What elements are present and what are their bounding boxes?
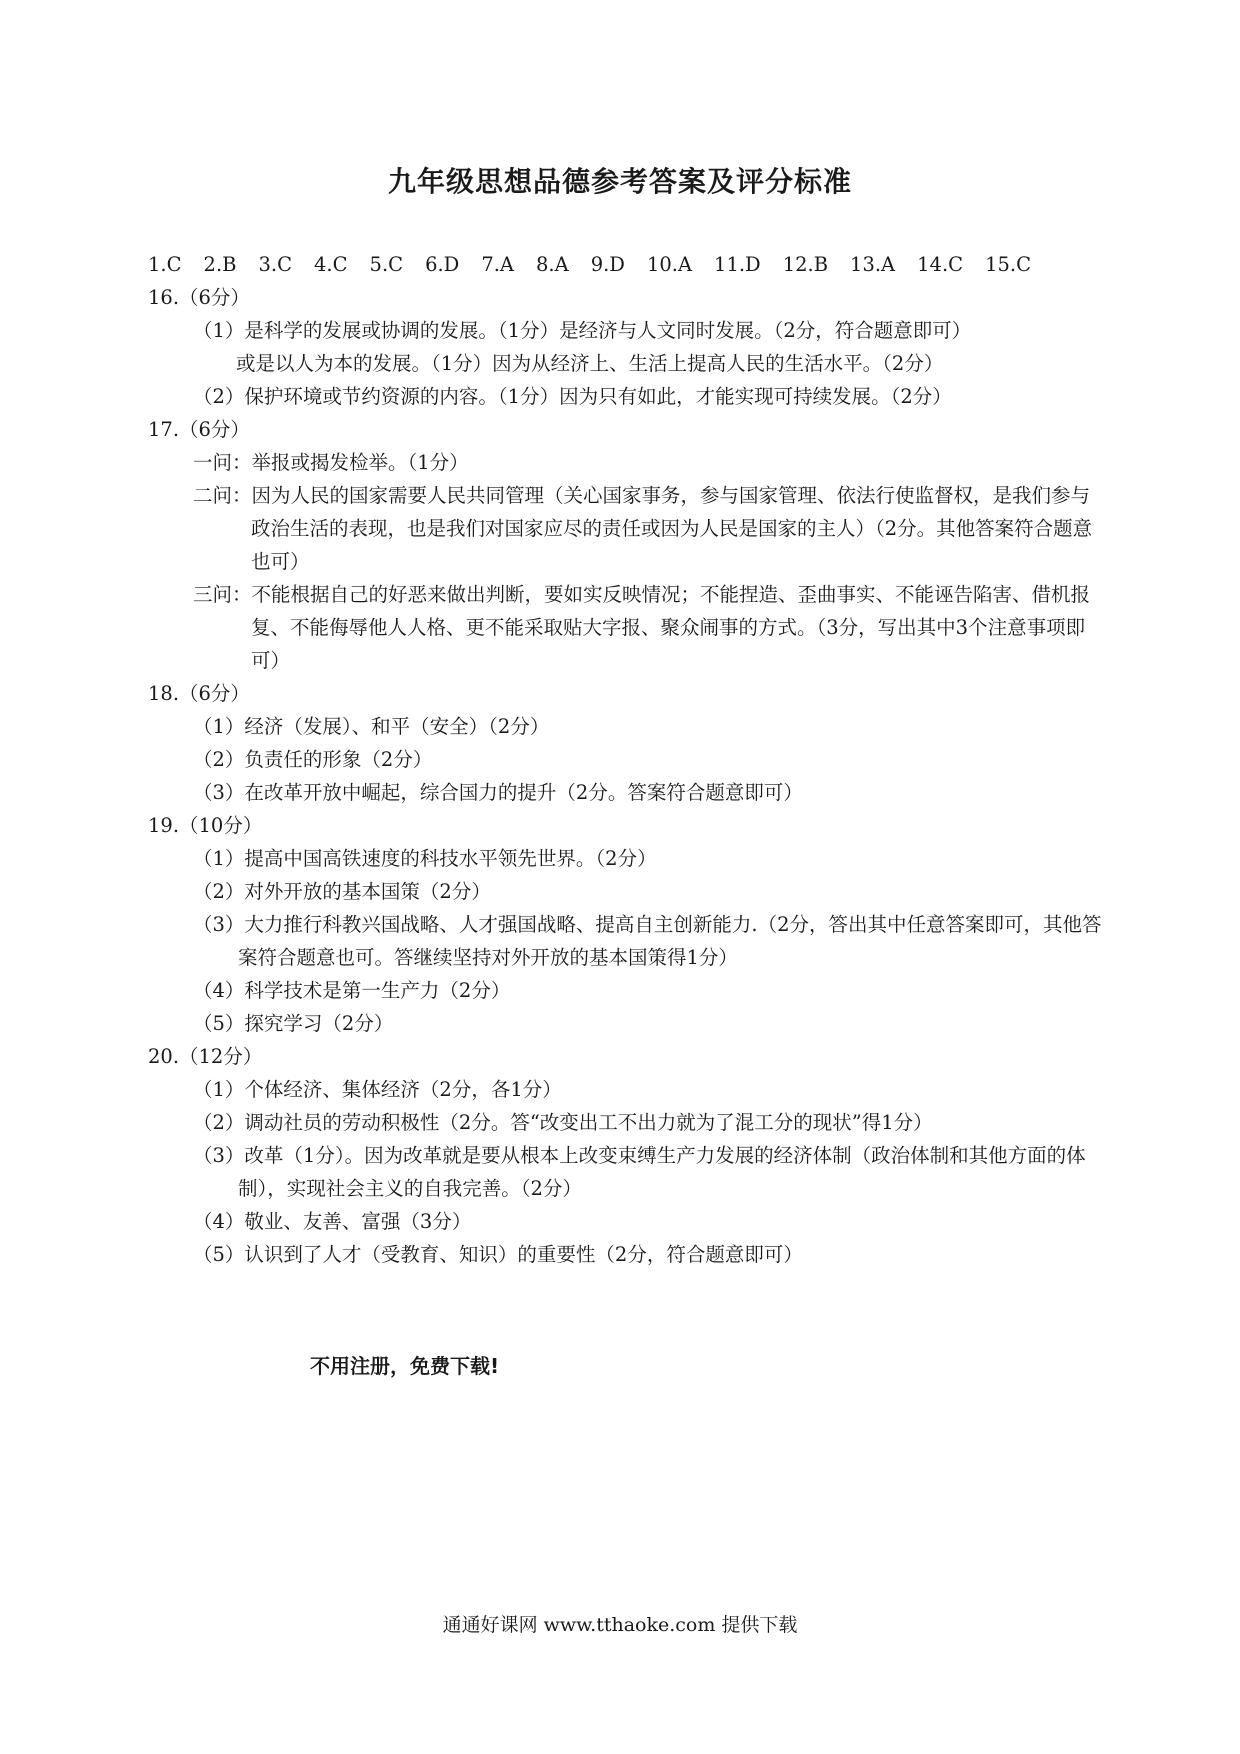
mc-answer: 12.B [782,253,829,276]
q18-answer-line: （2）负责任的形象（2分） [193,748,433,771]
q19-answer-line: （5）探究学习（2分） [193,1012,394,1035]
page-title: 九年级思想品德参考答案及评分标准 [387,165,852,198]
mc-answer: 4.C [314,253,348,276]
question-19-heading: 19.（10分） [148,814,263,837]
q20-answer-line: （3）改革（1分）。因为改革就是要从根本上改变束缚生产力发展的经济体制（政治体制和其他方面的体制），实现社会主义的自我完善。（2分） [193,1144,1086,1200]
mc-answer: 9.D [590,253,625,276]
q19-answer-line: （3）大力推行科教兴国战略、人才强国战略、提高自主创新能力.（2分，答出其中任意答案即可，其他答案符合题意也可。答继续坚持对外开放的基本国策得1分） [193,913,1102,969]
q19-answer-line: （4）科学技术是第一生产力（2分） [193,979,511,1002]
mc-answer: 1.C [148,253,182,276]
mc-answer: 14.C [917,253,964,276]
q16-answer-line: （2）保护环境或节约资源的内容。（1分）因为只有如此，才能实现可持续发展。（2分） [193,385,952,408]
question-17-heading: 17.（6分） [148,418,250,441]
q18-answer-line: （1）经济（发展）、和平（安全）（2分） [193,715,550,738]
q20-answer-line: （4）敬业、友善、富强（3分） [193,1210,472,1233]
q20-answer-line: （2）调动社员的劳动积极性（2分。答“改变出工不出力就为了混工分的现状”得1分） [193,1111,933,1134]
page-footer: 通通好课网 www.tthaoke.com 提供下载 [442,1614,798,1636]
mc-answer: 2.B [203,253,237,276]
q17-part-2: 二问：因为人民的国家需要人民共同管理（关心国家事务，参与国家管理、依法行使监督权，是我们参与政治生活的表现，也是我们对国家应尽的责任或因为人民是国家的主人）（2分。其他答案符合题意也可） [193,484,1093,573]
mc-answer: 5.C [369,253,404,276]
download-note: 不用注册，免费下载! [310,1354,500,1378]
mc-answer: 3.C [258,253,292,276]
mc-answer: 11.D [714,253,761,276]
q16-answer-line: （1）是科学的发展或协调的发展。（1分）是经济与人文同时发展。（2分，符合题意即可） [193,319,972,342]
mc-answer: 8.A [536,253,569,276]
mc-answer: 7.A [481,253,514,276]
q19-answer-line: （2）对外开放的基本国策（2分） [193,880,491,903]
q18-answer-line: （3）在改革开放中崛起，综合国力的提升（2分。答案符合题意即可） [193,781,803,804]
q17-part-3: 三问：不能根据自己的好恶来做出判断，要如实反映情况；不能捏造、歪曲事实、不能诬告陷害、借机报复、不能侮辱他人人格、更不能采取贴大字报、聚众闹事的方式。（3分，写出其中3个注意事项即可） [193,583,1091,672]
question-18-heading: 18.（6分） [148,682,250,705]
mc-answer: 10.A [646,253,693,276]
mc-answer: 15.C [985,253,1031,276]
q16-answer-line: 或是以人为本的发展。（1分）因为从经济上、生活上提高人民的生活水平。（2分） [236,352,944,375]
q17-part-1: 一问：举报或揭发检举。（1分） [193,451,469,474]
multiple-choice-answers [148,248,1108,281]
answer-content [148,248,1108,1271]
mc-answer: 13.A [850,253,896,276]
mc-answer: 6.D [425,253,460,276]
q19-answer-line: （1）提高中国高铁速度的科技水平领先世界。（2分） [193,847,657,870]
question-20-heading: 20.（12分） [148,1045,263,1068]
q20-answer-line: （1）个体经济、集体经济（2分，各1分） [193,1078,562,1101]
q20-answer-line: （5）认识到了人才（受教育、知识）的重要性（2分，符合题意即可） [193,1243,803,1266]
question-16-heading: 16.（6分） [148,286,250,309]
